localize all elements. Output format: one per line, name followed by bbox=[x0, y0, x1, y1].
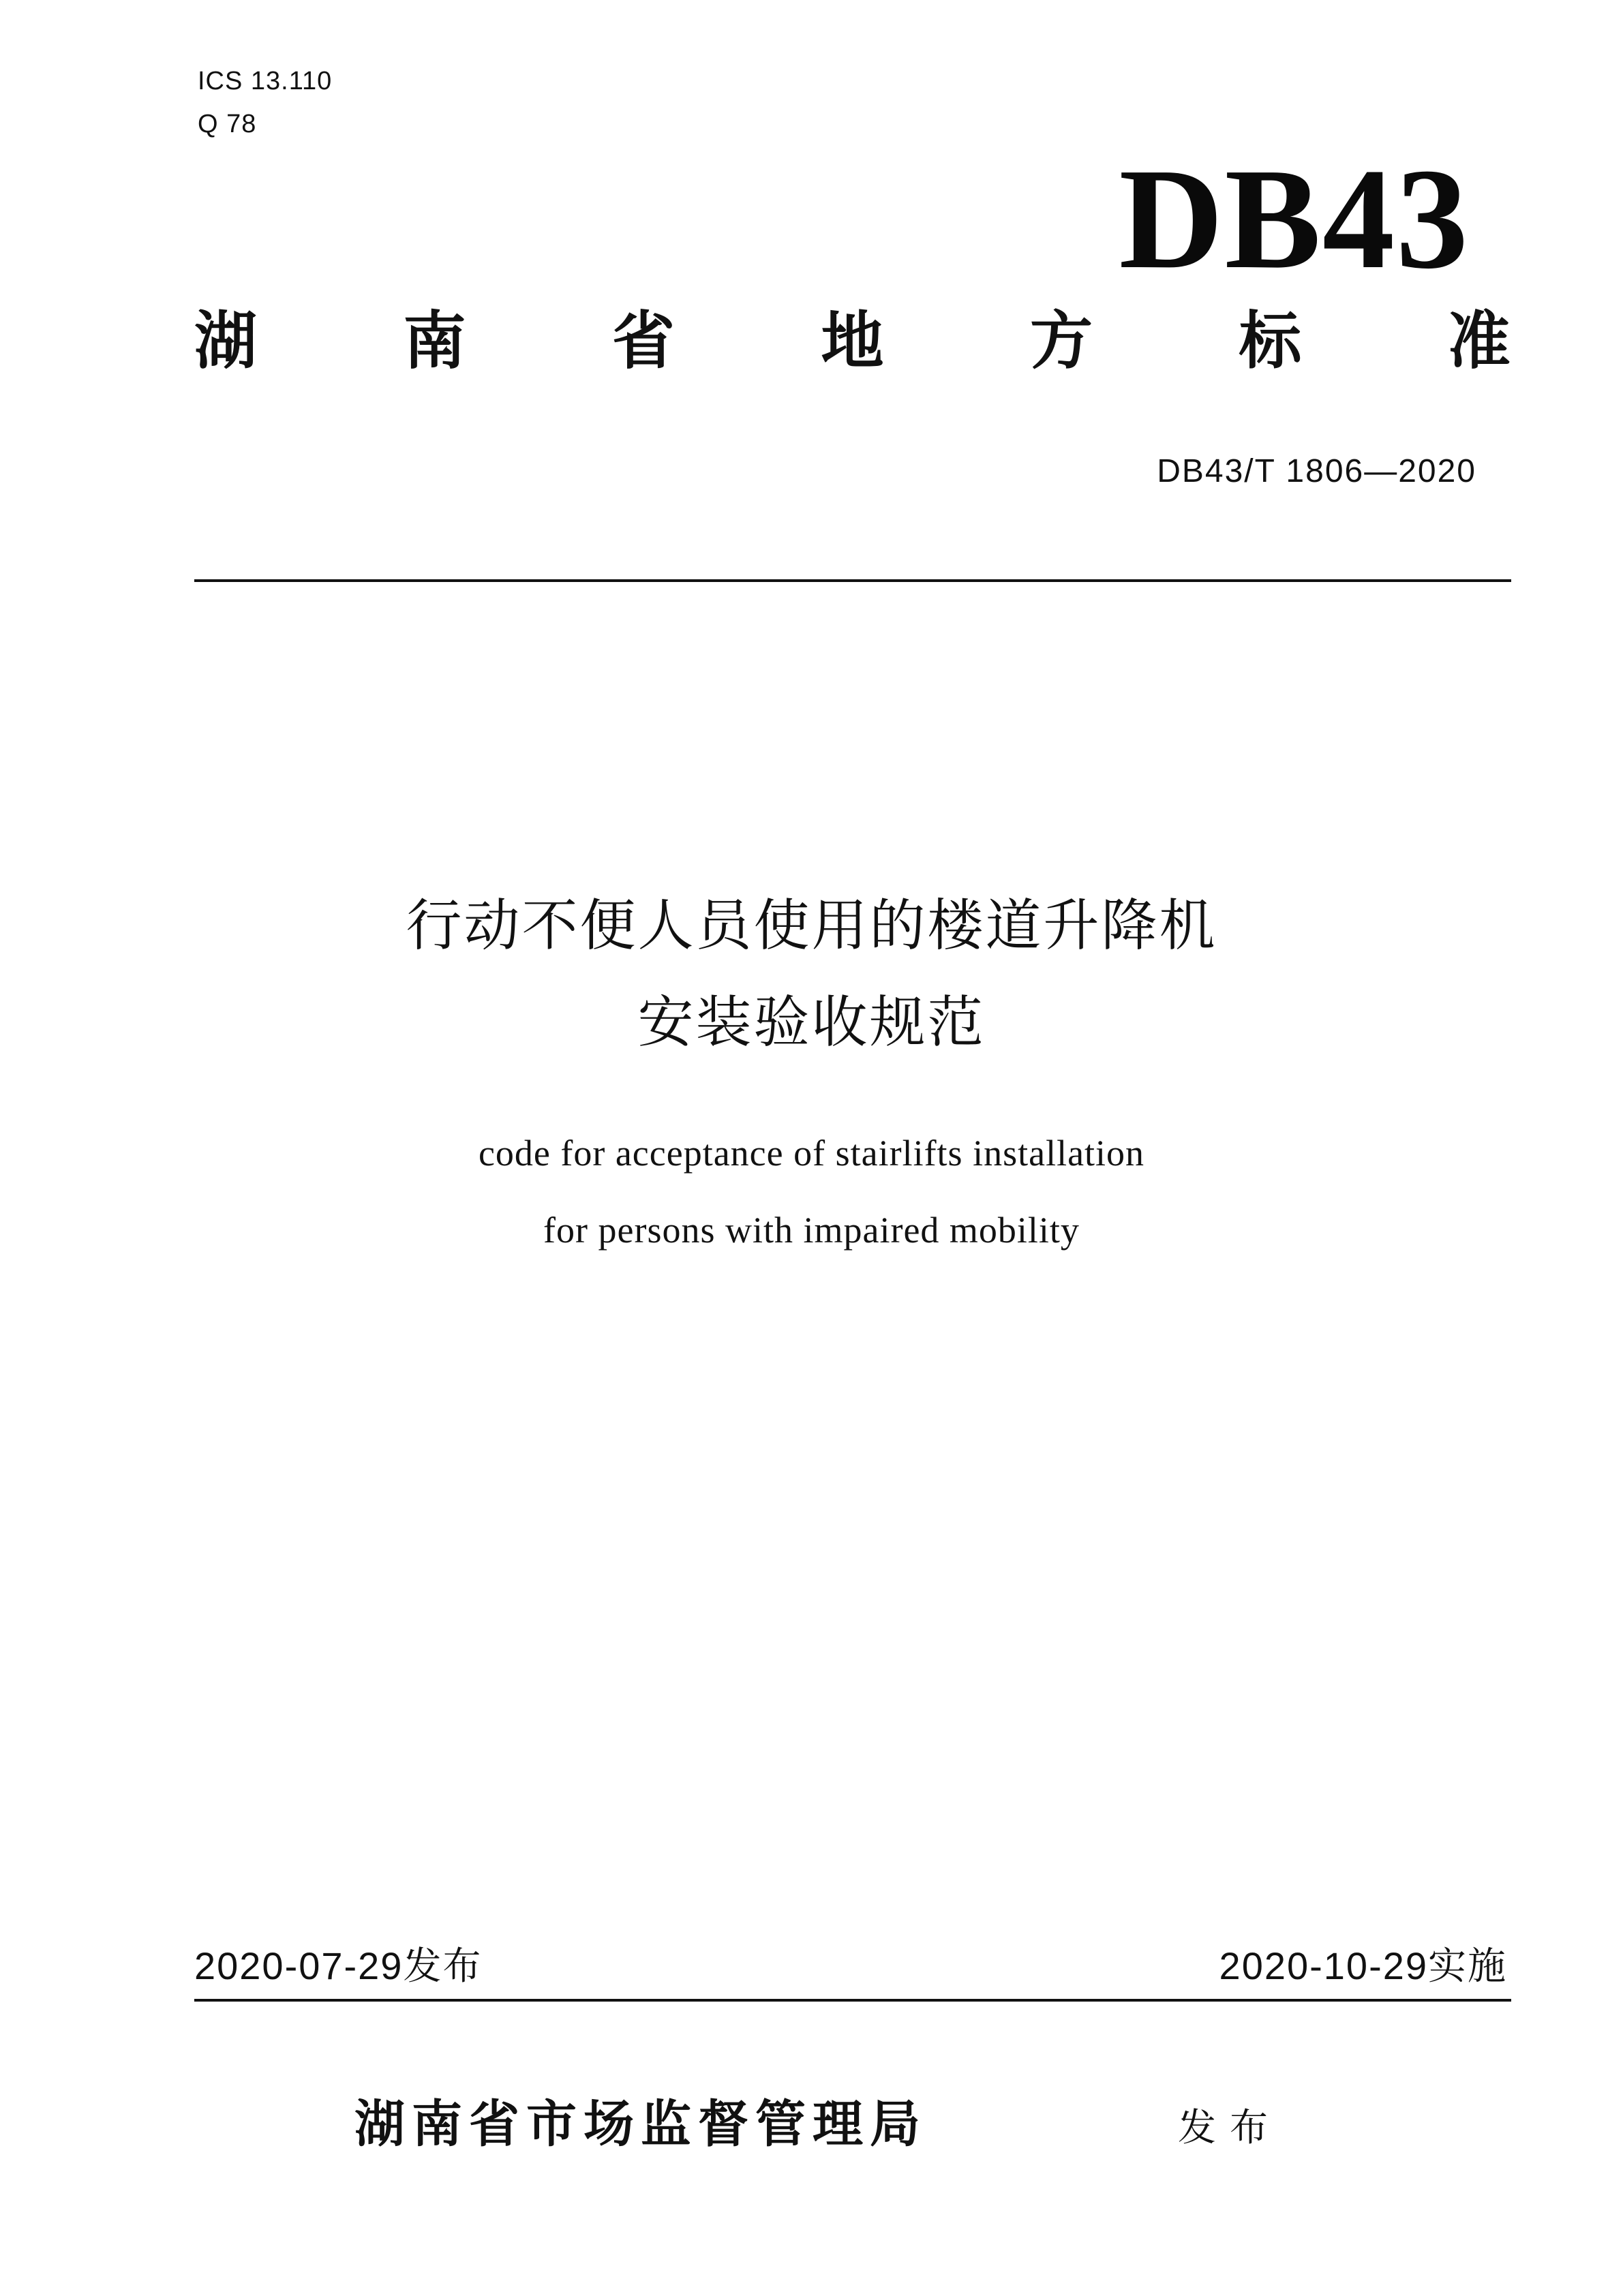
standard-mark: DB43 bbox=[1119, 138, 1470, 299]
bottom-divider bbox=[194, 1999, 1511, 2002]
ics-code: ICS 13.110 bbox=[198, 67, 333, 95]
chinese-title-line-2: 安装验收规范 bbox=[637, 990, 986, 1055]
standard-type-char: 标 bbox=[1239, 305, 1302, 378]
english-title-line-1: code for acceptance of stairlifts installation bbox=[478, 1133, 1145, 1174]
standard-type-char: 准 bbox=[1447, 305, 1511, 378]
ccs-code: Q 78 bbox=[198, 110, 257, 138]
standard-type-char: 省 bbox=[611, 305, 675, 378]
english-title-line-2: for persons with impaired mobility bbox=[543, 1210, 1080, 1251]
standard-number: DB43/T 1806—2020 bbox=[1157, 453, 1476, 489]
chinese-title-line-1: 行动不便人员使用的楼道升降机 bbox=[406, 893, 1217, 958]
standard-type-char: 地 bbox=[821, 305, 884, 378]
standard-type-char: 湖 bbox=[194, 305, 258, 378]
publish-label: 发布 bbox=[1178, 2106, 1281, 2150]
standard-type-char: 南 bbox=[403, 305, 466, 378]
issue-date: 2020-07-29发布 bbox=[194, 1944, 483, 1987]
top-divider bbox=[194, 579, 1511, 582]
publisher-name: 湖南省市场监督管理局 bbox=[354, 2095, 927, 2154]
implementation-date: 2020-10-29实施 bbox=[1219, 1944, 1507, 1987]
standard-type-char: 方 bbox=[1029, 305, 1093, 378]
standard-type-heading bbox=[194, 305, 1511, 378]
